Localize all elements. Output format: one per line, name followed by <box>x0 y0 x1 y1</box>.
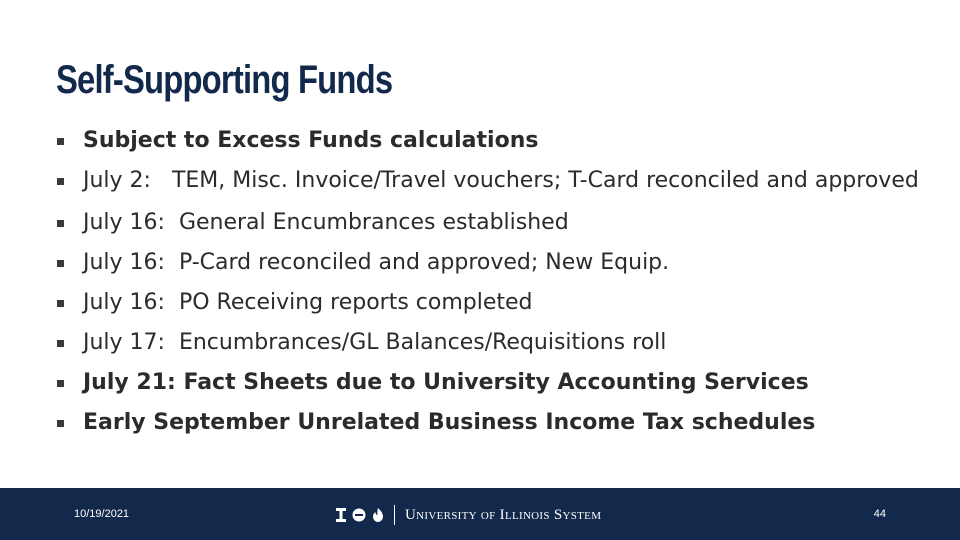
square-bullet-icon <box>57 178 64 185</box>
footer-date: 10/19/2021 <box>74 508 130 520</box>
bullet-text: July 16: General Encumbrances established <box>83 210 569 235</box>
uis-circle-icon <box>352 508 366 522</box>
bullet-item <box>56 290 936 316</box>
slide-title: Self-Supporting Funds <box>56 58 393 102</box>
bullet-item <box>56 168 936 194</box>
footer-bar <box>0 488 960 540</box>
bullet-text: July 17: Encumbrances/GL Balances/Requisitions roll <box>83 330 667 355</box>
logo-divider <box>394 505 395 525</box>
bullet-item <box>56 410 936 436</box>
square-bullet-icon <box>57 380 64 387</box>
bullet-text: July 16: PO Receiving reports completed <box>83 290 533 315</box>
campus-icons <box>336 508 384 522</box>
bullet-item <box>56 128 936 154</box>
square-bullet-icon <box>57 300 64 307</box>
page-number: 44 <box>873 508 886 520</box>
bullet-text: Subject to Excess Funds calculations <box>83 128 539 153</box>
square-bullet-icon <box>57 220 64 227</box>
bullet-item <box>56 370 936 396</box>
square-bullet-icon <box>57 340 64 347</box>
bullet-item <box>56 250 936 276</box>
chicago-flame-icon <box>372 508 384 522</box>
bullet-text: July 2: TEM, Misc. Invoice/Travel vouchers; T-Card reconciled and approved <box>83 168 919 193</box>
square-bullet-icon <box>57 138 64 145</box>
block-i-icon <box>336 508 346 522</box>
bullet-text: Early September Unrelated Business Income Tax schedules <box>83 410 816 435</box>
bullet-list <box>56 128 936 450</box>
org-name: University of Illinois System <box>405 506 602 523</box>
bullet-text: July 16: P-Card reconciled and approved; New Equip. <box>83 250 670 275</box>
bullet-text: July 21: Fact Sheets due to University Accounting Services <box>83 370 809 395</box>
bullet-item <box>56 330 936 356</box>
university-logo <box>336 504 601 526</box>
square-bullet-icon <box>57 260 64 267</box>
bullet-item <box>56 210 936 236</box>
square-bullet-icon <box>57 420 64 427</box>
